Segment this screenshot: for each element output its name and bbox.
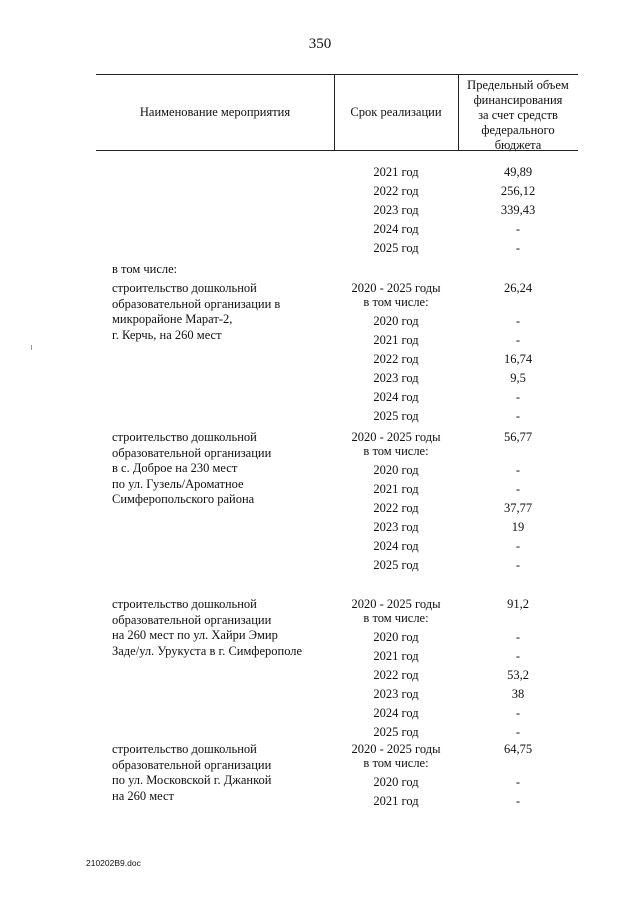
project-name <box>112 430 271 508</box>
period-cell: 2022 год <box>373 501 419 515</box>
project-name <box>112 281 280 343</box>
amount-cell: - <box>515 409 521 423</box>
amount-cell: - <box>515 558 521 572</box>
period-cell: 2025 год <box>373 725 419 739</box>
period-cell: в том числе: <box>363 756 429 770</box>
period-cell: 2020 год <box>373 775 419 789</box>
amount-cell: - <box>515 482 521 496</box>
header-amount-line: за счет средств <box>478 108 558 122</box>
amount-cell: - <box>515 222 521 236</box>
amount-cell: 16,74 <box>503 352 533 366</box>
project-name-line: строительство дошкольной <box>112 281 257 295</box>
project-name-line: в с. Доброе на 230 мест <box>112 461 238 475</box>
header-amount-line: Предельный объем <box>467 78 569 92</box>
amount-cell: - <box>515 463 521 477</box>
project-name-line: образовательной организации в <box>112 296 281 311</box>
amount-cell: - <box>515 333 521 347</box>
project-name-line: строительство дошкольной <box>112 597 257 611</box>
amount-cell: 64,75 <box>503 742 533 756</box>
period-cell: 2021 год <box>373 165 419 179</box>
period-cell: 2024 год <box>373 706 419 720</box>
header-col-amount <box>458 78 578 153</box>
header-top-rule <box>96 74 578 75</box>
project-name <box>112 597 302 659</box>
period-cell: 2025 год <box>373 241 419 255</box>
amount-cell: 256,12 <box>500 184 536 198</box>
amount-cell: - <box>515 775 521 789</box>
period-cell: 2022 год <box>373 668 419 682</box>
amount-cell: - <box>515 794 521 808</box>
period-cell: 2025 год <box>373 409 419 423</box>
period-cell: 2020 - 2025 годы <box>351 281 441 295</box>
period-cell: 2024 год <box>373 539 419 553</box>
period-cell: 2022 год <box>373 352 419 366</box>
project-name-line: образовательной организации <box>112 757 272 772</box>
amount-cell: - <box>515 241 521 255</box>
period-cell: 2024 год <box>373 390 419 404</box>
period-cell: 2023 год <box>373 371 419 385</box>
project-name-line: по ул. Московской г. Джанкой <box>112 773 272 787</box>
project-name <box>112 742 271 804</box>
amount-cell: - <box>515 539 521 553</box>
header-amount-line: бюджета <box>494 138 542 152</box>
including-label: в том числе: <box>112 262 178 276</box>
header-col-name: Наименование мероприятия <box>139 105 291 119</box>
amount-cell: 38 <box>511 687 525 701</box>
amount-cell: - <box>515 706 521 720</box>
amount-cell: 49,89 <box>503 165 533 179</box>
amount-cell: 339,43 <box>500 203 536 217</box>
period-cell: 2021 год <box>373 794 419 808</box>
period-cell: 2020 год <box>373 314 419 328</box>
project-name-line: строительство дошкольной <box>112 430 257 444</box>
period-cell: 2023 год <box>373 203 419 217</box>
period-cell: в том числе: <box>363 611 429 625</box>
period-cell: 2024 год <box>373 222 419 236</box>
amount-cell: - <box>515 630 521 644</box>
amount-cell: 26,24 <box>503 281 533 295</box>
amount-cell: 19 <box>511 520 525 534</box>
amount-cell: 37,77 <box>503 501 533 515</box>
period-cell: 2021 год <box>373 649 419 663</box>
footer-filename: 210202B9.doc <box>86 858 141 868</box>
period-cell: в том числе: <box>363 295 429 309</box>
period-cell: 2020 год <box>373 463 419 477</box>
period-cell: 2023 год <box>373 520 419 534</box>
amount-cell: - <box>515 649 521 663</box>
amount-cell: 91,2 <box>507 597 529 611</box>
amount-cell: 9,5 <box>510 371 526 385</box>
period-cell: 2022 год <box>373 184 419 198</box>
amount-cell: - <box>515 314 521 328</box>
period-cell: 2020 год <box>373 630 419 644</box>
project-name-line: по ул. Гузель/Ароматное <box>112 476 244 491</box>
amount-cell: - <box>515 390 521 404</box>
page-number: 350 <box>308 36 332 52</box>
project-name-line: Заде/ул. Урукуста в г. Симферополе <box>112 643 303 658</box>
period-cell: 2020 - 2025 годы <box>351 430 441 444</box>
period-cell: 2025 год <box>373 558 419 572</box>
amount-cell: - <box>515 725 521 739</box>
project-name-line: строительство дошкольной <box>112 742 257 756</box>
header-amount-line: финансирования <box>473 93 563 107</box>
project-name-line: микрорайоне Марат-2, <box>112 312 233 326</box>
project-name-line: Симферопольского района <box>112 492 255 506</box>
project-name-line: образовательной организации <box>112 612 272 627</box>
amount-cell: 56,77 <box>503 430 533 444</box>
margin-mark <box>31 345 32 350</box>
period-cell: 2020 - 2025 годы <box>351 742 441 756</box>
project-name-line: на 260 мест <box>112 788 175 803</box>
project-name-line: г. Керчь, на 260 мест <box>112 327 222 342</box>
period-cell: 2020 - 2025 годы <box>351 597 441 611</box>
period-cell: 2021 год <box>373 482 419 496</box>
header-amount-line: федерального <box>481 123 555 137</box>
project-name-line: образовательной организации <box>112 445 272 460</box>
header-col-period: Срок реализации <box>350 105 442 119</box>
period-cell: 2021 год <box>373 333 419 347</box>
period-cell: в том числе: <box>363 444 429 458</box>
period-cell: 2023 год <box>373 687 419 701</box>
amount-cell: 53,2 <box>507 668 529 682</box>
project-name-line: на 260 мест по ул. Хайри Эмир <box>112 628 278 642</box>
